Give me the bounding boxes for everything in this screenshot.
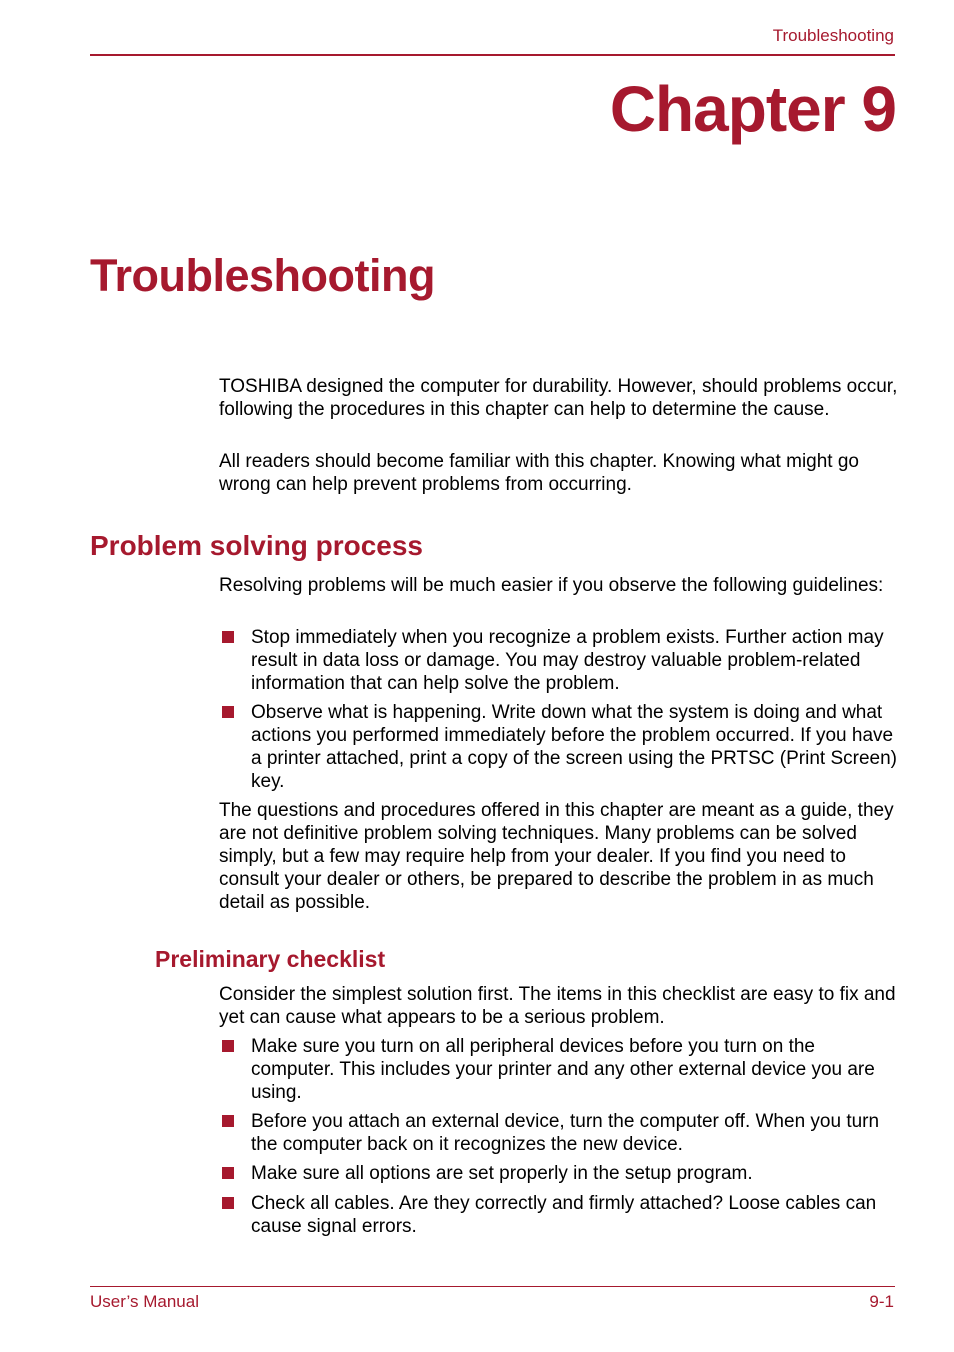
footer-rule — [90, 1286, 895, 1287]
list-item — [219, 626, 899, 695]
intro-paragraph-2: All readers should become familiar with this chapter. Knowing what might go wrong can help prevent problems from occurring. — [219, 451, 859, 495]
list-item — [219, 1192, 899, 1238]
bullet-square-icon — [222, 631, 234, 643]
problem-solving-lead: Resolving problems will be much easier if you observe the following guidelines: — [219, 575, 884, 596]
intro-paragraph-1: TOSHIBA designed the computer for durability. However, should problems occur, following the procedures in this chapter can help to determine the cause. — [219, 376, 898, 420]
list-item — [219, 1110, 899, 1156]
list-item-text: Make sure you turn on all peripheral devices before you turn on the computer. This includes your printer and any other external device you are using. — [251, 1036, 875, 1103]
list-item-text: Stop immediately when you recognize a problem exists. Further action may result in data loss or damage. You may destroy valuable problem-related information that can help solve the problem. — [251, 627, 884, 694]
footer-manual-title: User’s Manual — [90, 1292, 199, 1311]
list-item-text: Make sure all options are set properly in the setup program. — [251, 1163, 753, 1184]
chapter-title: Troubleshooting — [90, 250, 435, 301]
chapter-label: Chapter 9 — [609, 73, 896, 145]
checklist-lead: Consider the simplest solution first. The items in this checklist are easy to fix and yet can cause what appears to be a serious problem. — [219, 984, 896, 1028]
subsection-heading-checklist: Preliminary checklist — [155, 946, 386, 972]
footer-page-number: 9-1 — [869, 1292, 894, 1311]
bullet-square-icon — [222, 1115, 234, 1127]
section-heading-problem-solving: Problem solving process — [90, 530, 423, 561]
list-item — [219, 1035, 899, 1104]
bullet-square-icon — [222, 1197, 234, 1209]
problem-solving-closing: The questions and procedures offered in this chapter are meant as a guide, they are not definitive problem solving techniques. Many problems can be solved simply, but a few may require help from your dealer. If you find you need to consult your dealer or others, be prepared to describe the problem in as much detail as possible. — [219, 800, 894, 913]
bullet-square-icon — [222, 1040, 234, 1052]
bullet-square-icon — [222, 706, 234, 718]
running-header: Troubleshooting — [772, 26, 894, 45]
list-item-text: Check all cables. Are they correctly and firmly attached? Loose cables can cause signal errors. — [251, 1193, 877, 1237]
bullet-square-icon — [222, 1167, 234, 1179]
list-item — [219, 701, 899, 793]
list-item-text: Observe what is happening. Write down what the system is doing and what actions you performed immediately before the problem occurred. If you have a printer attached, print a copy of the screen using the PRTSC (Print Screen) key. — [251, 702, 897, 792]
list-item — [219, 1162, 899, 1185]
list-item-text: Before you attach an external device, turn the computer off. When you turn the computer back on it recognizes the new device. — [251, 1111, 880, 1155]
header-rule — [90, 54, 895, 56]
